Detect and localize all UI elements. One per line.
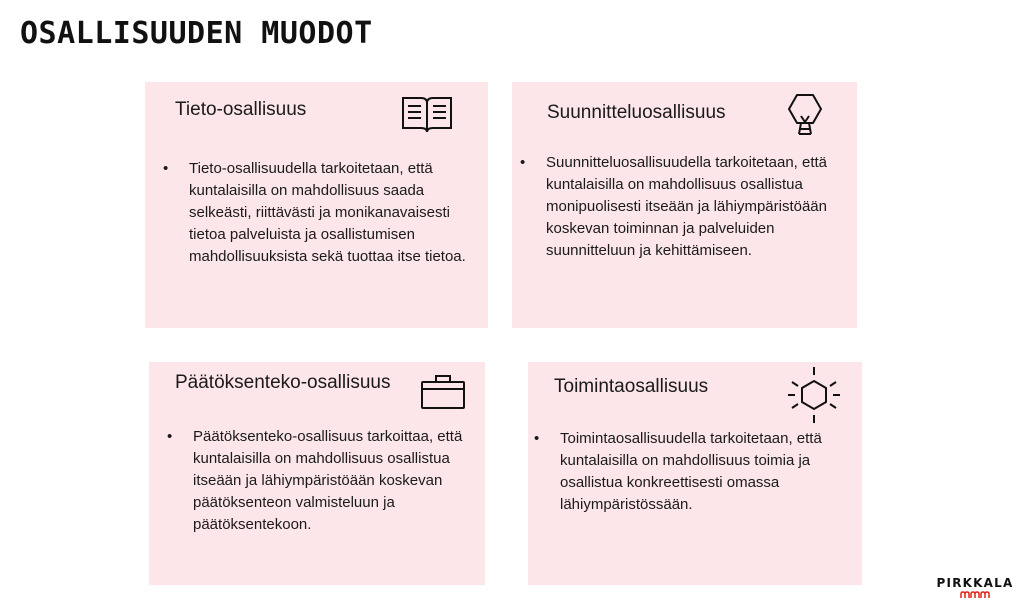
card-heading: Tieto-osallisuus [175, 99, 307, 120]
book-icon [401, 94, 453, 141]
card-heading: Suunnitteluosallisuus [547, 102, 726, 123]
card-bullet-list [520, 152, 854, 262]
sun-hexagon-icon [784, 364, 844, 431]
bullet-item: • Tieto-osallisuudella tarkoitetaan, että kuntalaisilla on mahdollisuus saada selkeästi, riittävästi ja monikanavaisesti tietoa palveluista ja osallistumisen mahdollisuuksista sekä tuottaa itse tietoa. [163, 158, 481, 268]
bullet-item: • Päätöksenteko-osallisuus tarkoittaa, että kuntalaisilla on mahdollisuus osallistua itseään ja lähiympäristöään koskevan päätöksenteon valmisteluun ja päätöksentekoon. [167, 426, 479, 536]
logo-wordmark: PIRKKALA [936, 576, 1014, 590]
card-heading: Toimintaosallisuus [554, 376, 709, 397]
card-bullet-list [163, 158, 481, 268]
page-title: OSALLISUUDEN MUODOT [20, 16, 373, 51]
bullet-item: • Toimintaosallisuudella tarkoitetaan, että kuntalaisilla on mahdollisuus toimia ja osallistua konkreettisesti omassa lähiympäristössään. [534, 428, 854, 516]
card-bullet-list [167, 426, 479, 536]
lightbulb-icon [784, 92, 826, 145]
briefcase-icon [419, 372, 467, 415]
pirkkala-logo [934, 576, 1016, 599]
card-heading: Päätöksenteko-osallisuus [175, 372, 391, 393]
card-tieto-osallisuus [145, 82, 488, 328]
bullet-item: • Suunnitteluosallisuudella tarkoitetaan, että kuntalaisilla on mahdollisuus osallistua monipuolisesti itseään ja lähiympäristöään koskevan toiminnan ja palveluiden suunnitteluun ja kehittämiseen. [520, 152, 854, 262]
card-paatoksenteko-osallisuus [149, 362, 485, 585]
card-suunnitteluosallisuus [512, 82, 857, 328]
card-bullet-list [534, 428, 854, 516]
card-toimintaosallisuus [528, 362, 862, 585]
logo-wave-icon [960, 591, 990, 599]
